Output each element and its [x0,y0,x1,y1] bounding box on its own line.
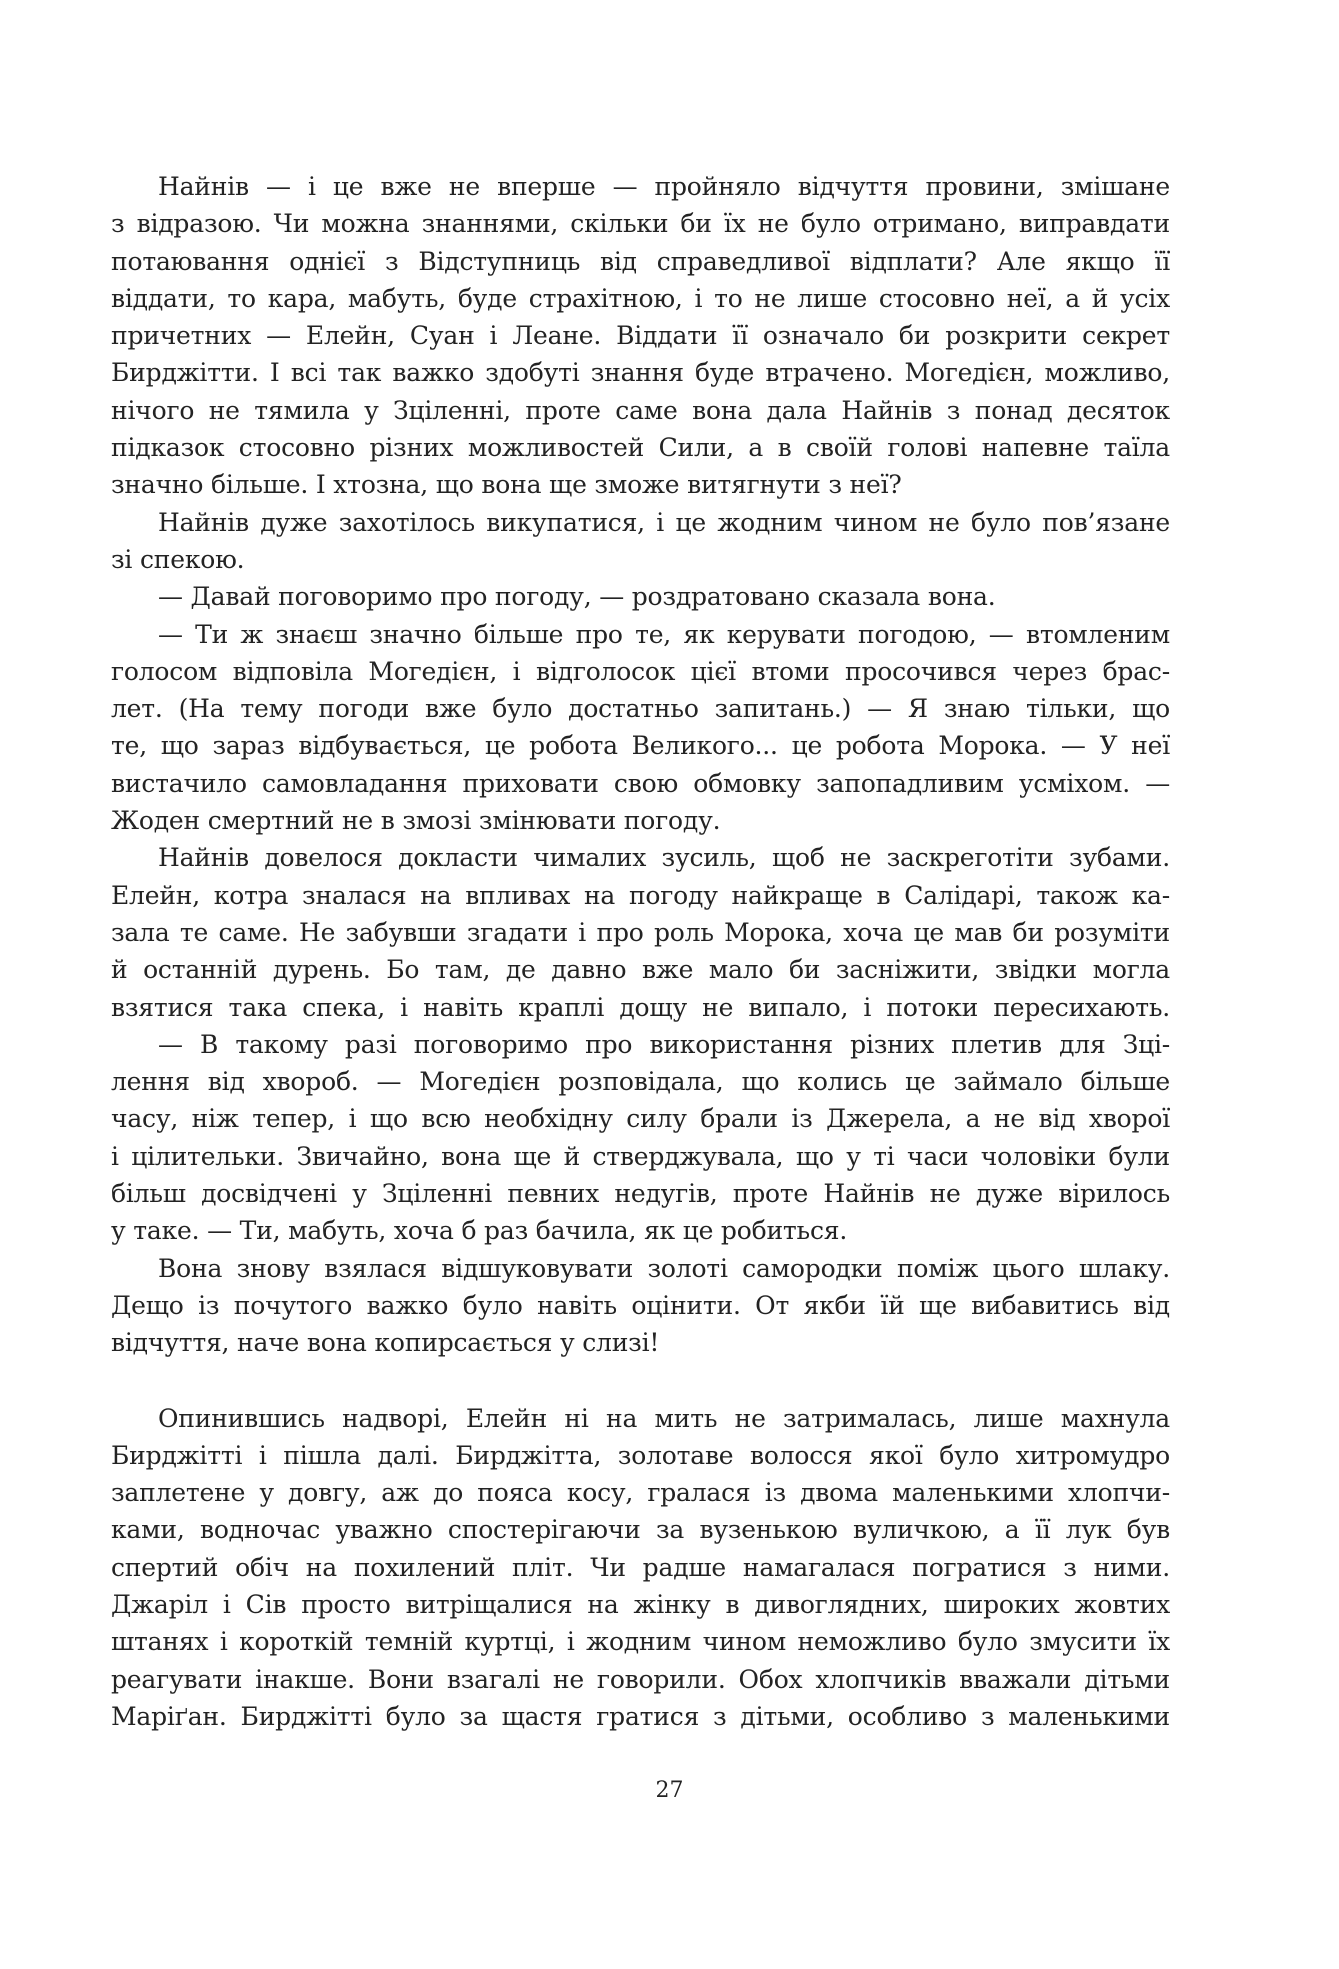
text-line: Вона знову взялася відшуковувати золоті самородки поміж цього шлаку. [158,1253,1170,1283]
text-line: Елейн, котра зналася на впливах на погоду найкраще в Салідарі, також ка- [111,880,1170,910]
text-line: нічого не тямила у Зціленні, проте саме вона дала Найнів з понад десяток [111,395,1170,425]
text-line: у таке. — Ти, мабуть, хоча б раз бачила, як це робиться. [111,1216,848,1246]
text-line: потаювання однієї з Відступниць від справедливої відплати? Але якщо її [111,246,1170,276]
text-line: причетних — Елейн, Суан і Леане. Віддати її означало би розкрити секрет [111,321,1170,351]
text-line: Бирджітті і пішла далі. Бирджітта, золотаве волосся якої було хитромудро [111,1440,1170,1470]
text-line: лення від хвороб. — Могедієн розповідала, що колись це займало більше [111,1067,1170,1097]
paragraph [111,839,1170,1025]
text-line: й останній дурень. Бо там, де давно вже мало би засніжити, звідки могла [111,955,1170,985]
text-line: віддати, то кара, мабуть, буде страхітною, і то не лише стосовно неї, а й усіх [111,283,1170,313]
body-text [111,168,1170,1735]
text-line: спертий обіч на похилений пліт. Чи радше намагалася погратися з ними. [111,1552,1170,1582]
paragraph [111,578,1170,615]
text-line: Дещо із почутого важко було навіть оцінити. От якби їй ще вибавитись від [111,1290,1170,1320]
section-break [111,1362,1170,1400]
text-line: більш досвідчені у Зціленні певних недугів, проте Найнів не дуже вірилось [111,1179,1170,1209]
page-number: 27 [655,1778,684,1803]
text-line: — Ти ж знаєш значно більше про те, як керувати погодою, — втомленим [158,619,1170,649]
paragraph [111,1250,1170,1362]
text-line: зі спекою. [111,544,245,574]
text-line: і цілительки. Звичайно, вона ще й стверджувала, що у ті часи чоловіки були [111,1141,1170,1171]
text-line: часу, ніж тепер, і що всю необхідну силу брали із Джерела, а не від хворої [111,1104,1170,1134]
paragraph [111,168,1170,504]
text-line: заплетене у довгу, аж до пояса косу, гралася із двома маленькими хлопчи- [111,1478,1170,1508]
paragraph [111,504,1170,579]
text-line: зала те саме. Не забувши згадати і про роль Морока, хоча це мав би розуміти [111,917,1170,947]
text-line: реагувати інакше. Вони взагалі не говорили. Обох хлопчиків вважали дітьми [111,1664,1170,1694]
text-line: Найнів дуже захотілось викупатися, і це жодним чином не було пов’язане [158,507,1170,537]
text-line: — Давай поговоримо про погоду, — роздратовано сказала вона. [158,582,996,612]
text-line: Джаріл і Сів просто витріщалися на жінку в дивоглядних, широких жовтих [111,1589,1170,1619]
section-2 [111,1400,1170,1736]
paragraph [111,616,1170,840]
text-line: лет. (На тему погоди вже було достатньо запитань.) — Я знаю тільки, що [111,694,1170,724]
text-line: відчуття, наче вона копирсається у слизі! [111,1328,660,1358]
text-line: Найнів довелося докласти чималих зусиль, щоб не заскреготіти зубами. [158,843,1170,873]
paragraph [111,1400,1170,1736]
text-line: з відразою. Чи можна знаннями, скільки би їх не було отримано, виправдати [111,209,1170,239]
text-line: взятися така спека, і навіть краплі дощу не випало, і потоки пересихають. [111,992,1170,1022]
text-line: штанях і короткій темній куртці, і жодним чином неможливо було змусити їх [111,1627,1170,1657]
text-line: Найнів — і це вже не вперше — пройняло відчуття провини, змішане [158,172,1170,201]
text-line: те, що зараз відбувається, це робота Великого... це робота Морока. — У неї [111,731,1170,761]
text-line: вистачило самовладання приховати свою обмовку запопадливим усміхом. — [111,768,1170,798]
text-line: Маріґан. Бирджітті було за щастя гратися з дітьми, особливо з маленькими [111,1701,1170,1731]
paragraph [111,1026,1170,1250]
text-line: Опинившись надворі, Елейн ні на мить не затрималась, лише махнула [158,1403,1170,1433]
text-line: Жоден смертний не в змозі змінювати погоду. [111,806,721,836]
text-line: значно більше. І хтозна, що вона ще зможе витягнути з неї? [111,470,902,500]
text-line: ками, водночас уважно спостерігаючи за вузенькою вуличкою, а її лук був [111,1515,1170,1545]
text-line: підказок стосовно різних можливостей Сили, а в своїй голові напевне таїла [111,433,1170,463]
text-line: — В такому разі поговоримо про використання різних плетив для Зці- [158,1029,1170,1059]
section-1 [111,168,1170,1362]
text-line: Бирджітти. І всі так важко здобуті знання буде втрачено. Могедієн, можливо, [111,358,1170,388]
text-line: голосом відповіла Могедієн, і відголосок цієї втоми просочився через брас- [111,656,1170,686]
